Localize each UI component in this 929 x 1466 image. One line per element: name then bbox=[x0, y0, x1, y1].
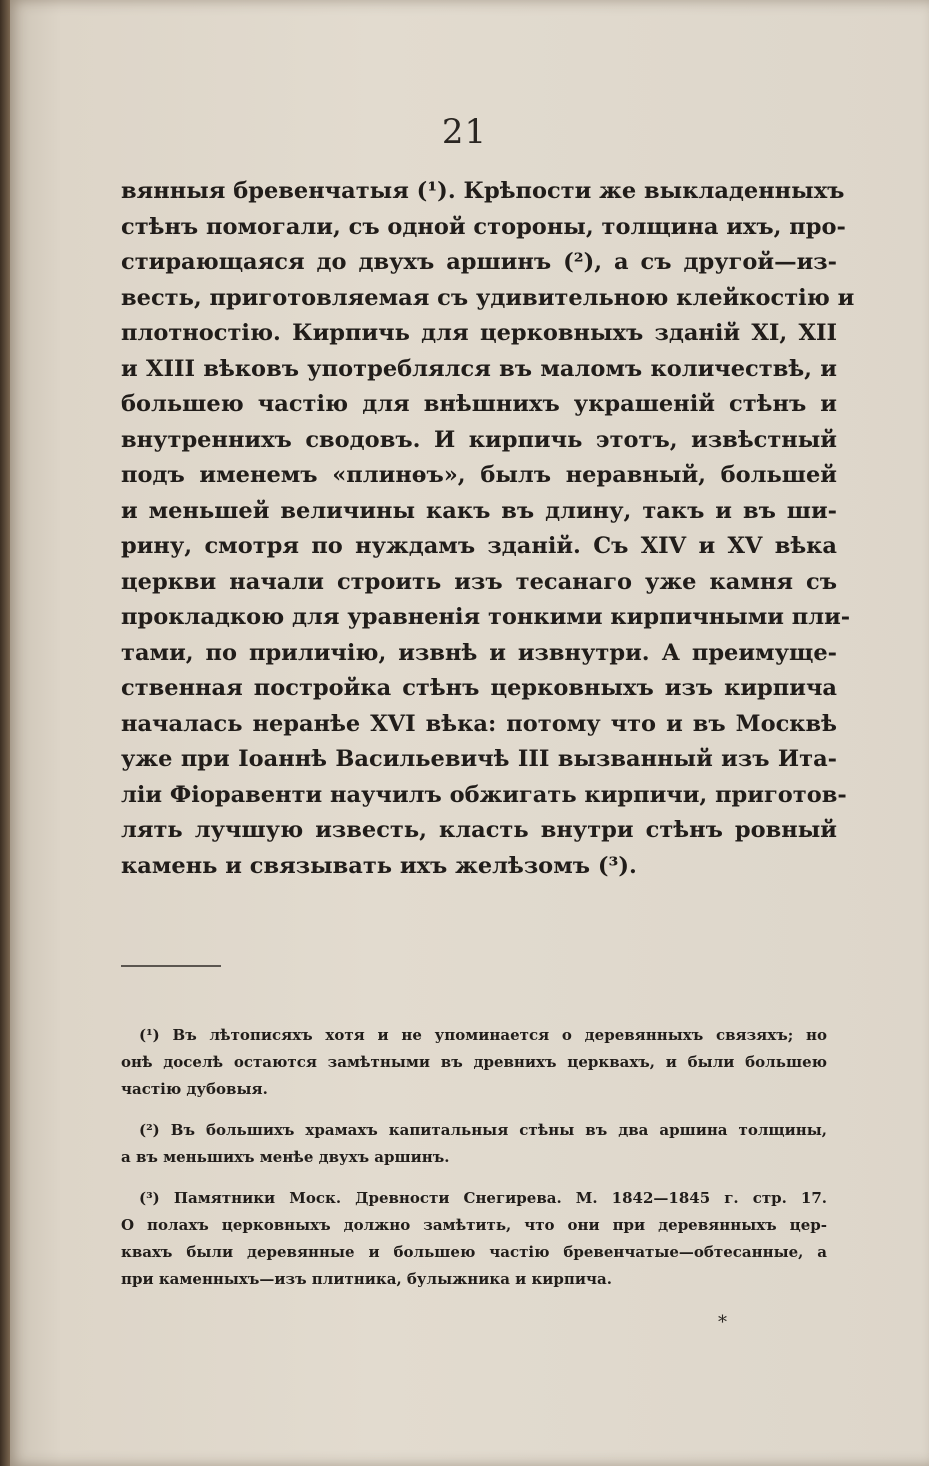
text-line: прокладкою для уравненія тонкими кирпичными пли- bbox=[121, 604, 851, 630]
text-line: тами, по приличію, извнѣ и извнутри. А преимуще- bbox=[121, 639, 837, 666]
footnote-line: (¹) Въ лѣтописяхъ хотя и не упоминается о деревянныхъ связяхъ; но bbox=[139, 1026, 827, 1044]
footnote-line: при каменныхъ—изъ плитника, булыжника и кирпича. bbox=[121, 1270, 612, 1288]
text-line: ліи Фіоравенти научилъ обжигать кирпичи, приготов- bbox=[121, 781, 847, 808]
text-line: уже при Іоаннѣ Васильевичѣ III вызванный изъ Ита- bbox=[121, 746, 837, 772]
footnote-3 bbox=[121, 1185, 827, 1293]
footnotes bbox=[121, 1022, 827, 1307]
text-line: церкви начали строить изъ тесанаго уже камня съ bbox=[121, 568, 837, 595]
footnote-line: онѣ доселѣ остаются замѣтными въ древнихъ церквахъ, и были большею bbox=[121, 1053, 827, 1071]
text-line: началась неранѣе XVI вѣка: потому что и въ Москвѣ bbox=[121, 710, 837, 737]
text-line: лять лучшую известь, класть внутри стѣнъ ровный bbox=[121, 817, 837, 843]
text-line: плотностію. Кирпичь для церковныхъ зданій XI, XII bbox=[121, 320, 837, 346]
page-number: 21 bbox=[441, 112, 488, 152]
footnote-2 bbox=[121, 1117, 827, 1171]
text-line: камень и связывать ихъ желѣзомъ (³). bbox=[121, 852, 637, 879]
text-line: вянныя бревенчатыя (¹). Крѣпости же выкладенныхъ bbox=[121, 178, 845, 204]
footnote-line: (³) Памятники Моск. Древности Снегирева. М. 1842—1845 г. стр. 17. bbox=[139, 1189, 827, 1207]
footnote-line: (²) Въ большихъ храмахъ капитальныя стѣны въ два аршина толщины, bbox=[139, 1121, 827, 1139]
book-spine-edge bbox=[0, 0, 10, 1466]
text-line: внутреннихъ сводовъ. И кирпичь этотъ, извѣстный bbox=[121, 426, 837, 453]
footnote-separator bbox=[121, 965, 221, 967]
signature-mark: * bbox=[718, 1312, 727, 1333]
footnote-line: а въ меньшихъ менѣе двухъ аршинъ. bbox=[121, 1148, 450, 1166]
text-line: рину, смотря по нуждамъ зданій. Съ XIV и XV вѣка bbox=[121, 533, 837, 559]
footnote-1 bbox=[121, 1022, 827, 1103]
main-text bbox=[121, 174, 855, 884]
text-line: подъ именемъ «плинѳъ», былъ неравный, большей bbox=[121, 462, 837, 488]
footnote-line: О полахъ церковныхъ должно замѣтить, что они при деревянныхъ цер- bbox=[121, 1216, 827, 1234]
text-line: ственная постройка стѣнъ церковныхъ изъ кирпича bbox=[121, 675, 837, 701]
footnote-line: квахъ были деревянные и большею частію бревенчатые—обтесанные, а bbox=[121, 1243, 827, 1261]
text-line: большею частію для внѣшнихъ украшеній стѣнъ и bbox=[121, 391, 837, 417]
text-line: стѣнъ помогали, съ одной стороны, толщина ихъ, про- bbox=[121, 213, 846, 240]
text-line: стирающаяся до двухъ аршинъ (²), а съ другой—из- bbox=[121, 249, 837, 275]
text-line: и XIII вѣковъ употреблялся въ маломъ количествѣ, и bbox=[121, 355, 837, 382]
footnote-line: частію дубовыя. bbox=[121, 1080, 268, 1098]
text-line: и меньшей величины какъ въ длину, такъ и въ ши- bbox=[121, 497, 837, 524]
text-line: весть, приготовляемая съ удивительною клейкостію и bbox=[121, 284, 855, 311]
